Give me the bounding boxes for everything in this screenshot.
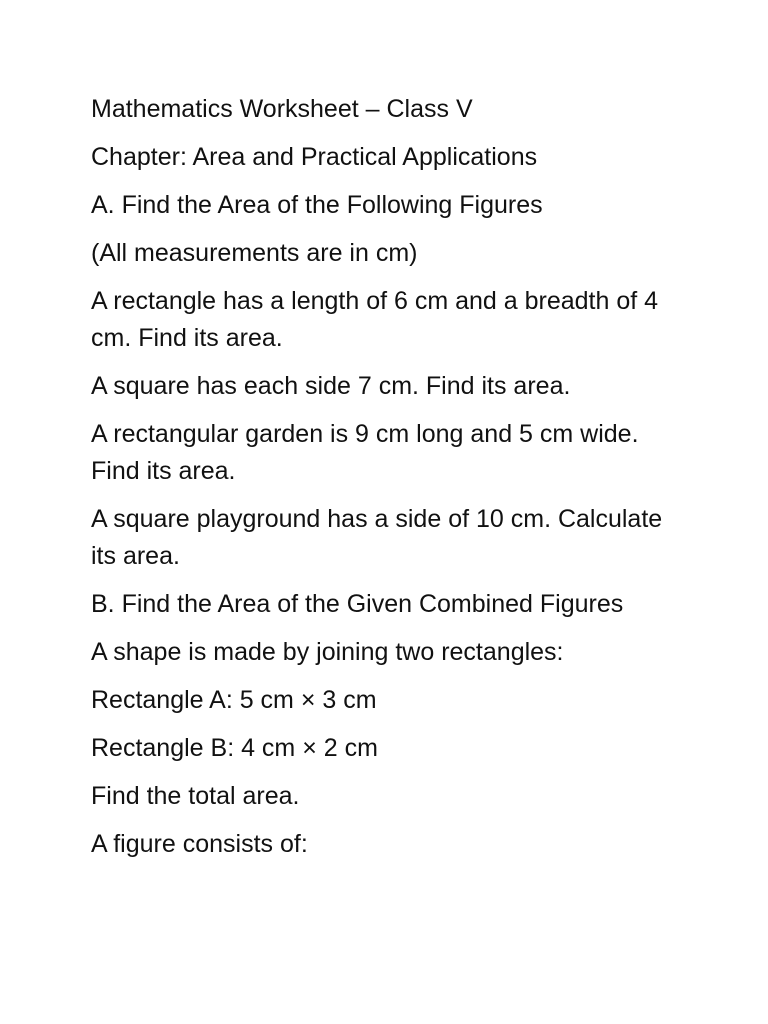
rectangle-b-dimensions: Rectangle B: 4 cm × 2 cm <box>91 734 378 762</box>
question-square: A square has each side 7 cm. Find its area. <box>91 372 571 400</box>
worksheet-page <box>91 91 681 874</box>
measurement-note: (All measurements are in cm) <box>91 239 418 267</box>
question-rectangle: A rectangle has a length of 6 cm and a breadth of 4 cm. Find its area. <box>91 287 659 352</box>
question-playground: A square playground has a side of 10 cm. Calculate its area. <box>91 505 663 570</box>
rectangle-a-dimensions: Rectangle A: 5 cm × 3 cm <box>91 686 377 714</box>
chapter-heading: Chapter: Area and Practical Applications <box>91 143 538 171</box>
section-a-heading: A. Find the Area of the Following Figures <box>91 191 543 219</box>
combined-shape-intro: A shape is made by joining two rectangles: <box>91 638 564 666</box>
figure-consists-intro: A figure consists of: <box>91 830 308 858</box>
total-area-question: Find the total area. <box>91 782 300 810</box>
worksheet-title: Mathematics Worksheet – Class V <box>91 95 473 123</box>
question-garden: A rectangular garden is 9 cm long and 5 cm wide. Find its area. <box>91 420 639 485</box>
section-b-heading: B. Find the Area of the Given Combined Figures <box>91 590 624 618</box>
